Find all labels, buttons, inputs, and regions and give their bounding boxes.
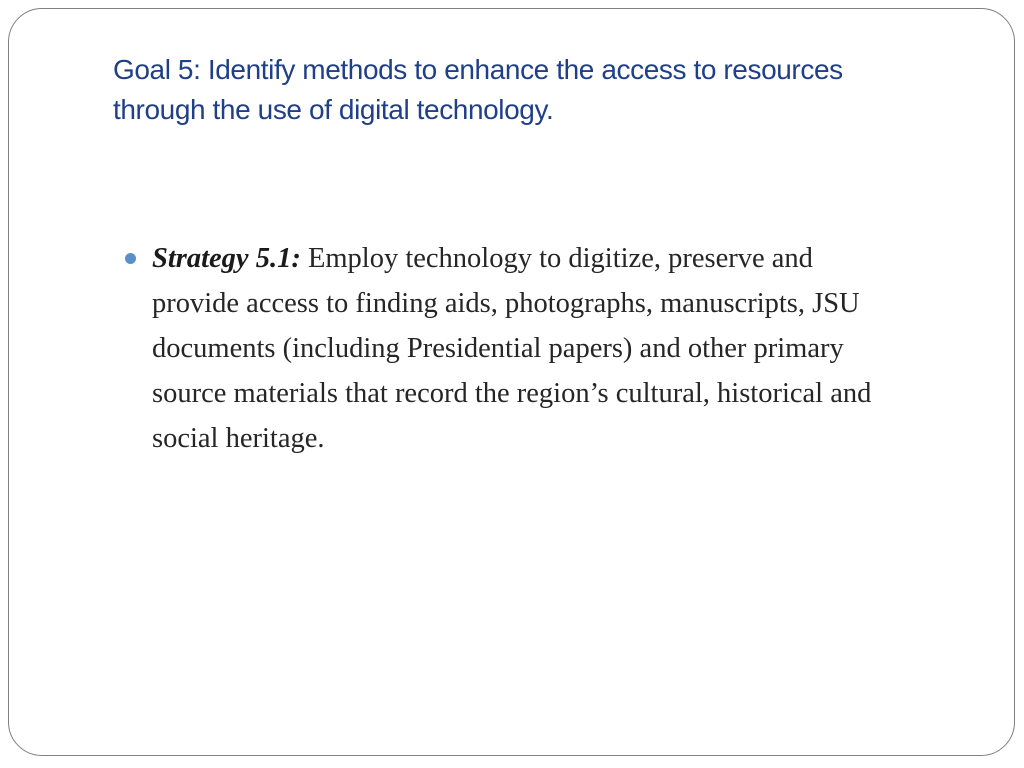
bullet-item [152, 236, 902, 461]
bullet-list [152, 236, 902, 461]
bullet-dot-icon [125, 253, 136, 264]
strategy-text: Employ technology to digitize, preserve and provide access to finding aids, photographs, manuscripts, JSU documents (including Presidential papers) and other primary source materials that record the region’s cultural, historical and social heritage. [152, 243, 872, 454]
slide-title: Goal 5: Identify methods to enhance the access to resources through the use of digital technology. [113, 54, 843, 125]
strategy-label: Strategy 5.1: [152, 243, 301, 274]
